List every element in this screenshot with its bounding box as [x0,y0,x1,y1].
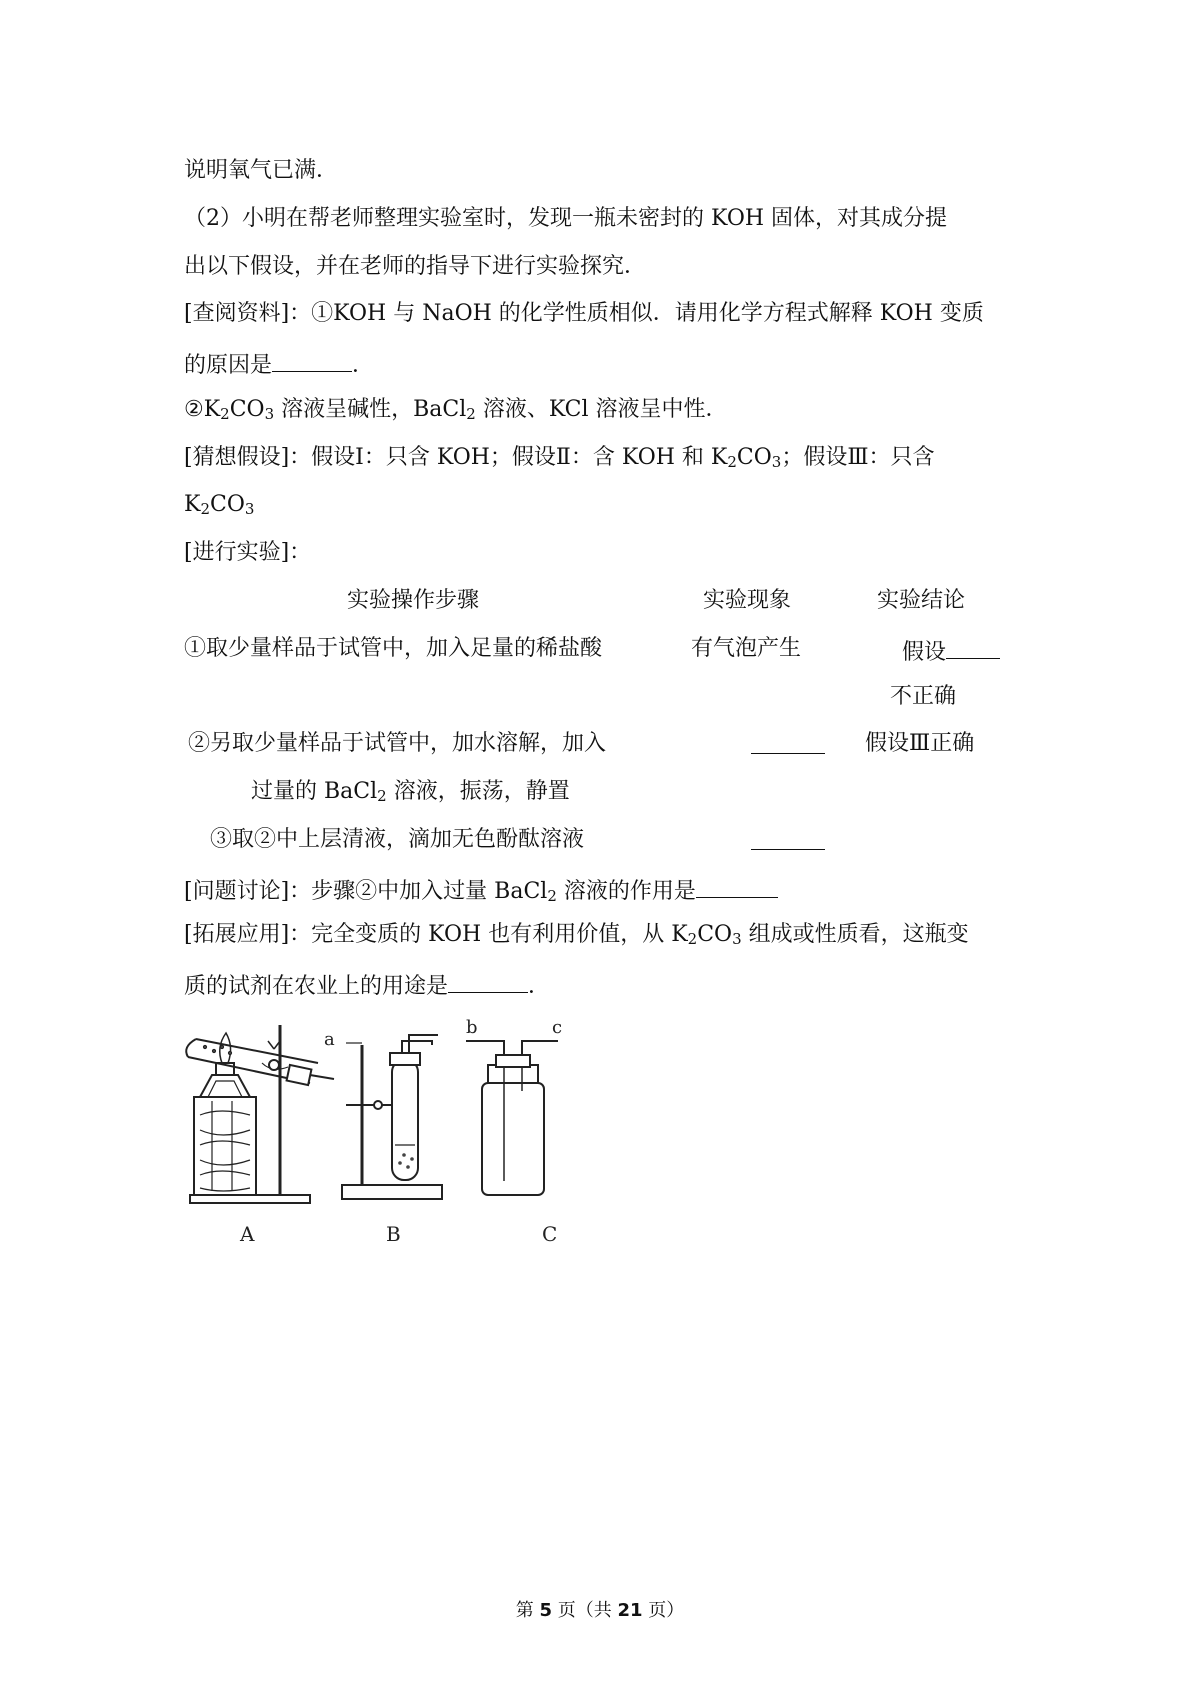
text-extension-2: 质的试剂在农业上的用途是 ． [184,974,551,999]
text-line-5: 的原因是 ． [184,353,375,378]
answer-blank [751,733,825,754]
text-line-2: （2）小明在帮老师整理实验室时，发现一瓶未密封的 KOH 固体，对其成分提 [184,206,948,231]
caption-B: B [386,1222,401,1245]
table-row1-conclusion: 假设 [902,638,1000,664]
page-footer: 第 5 页（共 21 页） [515,1600,685,1621]
caption-A: A [240,1222,255,1245]
answer-blank [946,638,1000,659]
table-row3-step: ③取②中上层清液，滴加无色酚酞溶液 [210,827,585,852]
text-extension: [拓展应用]：完全变质的 KOH 也有利用价值，从 $K_2CO_3$ 组成或性质看，这瓶变 [184,922,969,948]
table-header-conclusion: 实验结论 [877,588,966,613]
table-row3-phenomenon-blank [751,829,825,855]
answer-blank [696,877,778,898]
answer-blank [448,972,528,993]
caption-C: C [542,1222,558,1245]
answer-blank [751,829,825,850]
label-c: c [552,1017,563,1038]
label-b: b [466,1017,478,1038]
apparatus-figure [170,1005,610,1245]
text-line-1: 说明氧气已满． [184,158,339,183]
text-line-8: $K_2CO_3$ [184,492,255,518]
table-row2-step-2: 过量的 BaCl$_2$ 溶液，振荡，静置 [251,779,570,805]
table-row2-step: ②另取少量样品于试管中，加水溶解，加入 [188,731,607,756]
answer-blank [272,351,352,372]
table-header-phenomenon: 实验现象 [703,588,792,613]
label-a: a [324,1029,335,1050]
apparatus-A [186,1025,334,1203]
table-row1-phenomenon: 有气泡产生 [691,636,802,661]
text-line-6: $②K_2CO_3$ 溶液呈碱性，BaCl$_2$ 溶液、KCl 溶液呈中性． [184,397,728,423]
text-line-3: 出以下假设，并在老师的指导下进行实验探究． [184,254,647,279]
apparatus-C [466,1041,558,1195]
apparatus-B [342,1035,442,1199]
table-row2-conclusion: 假设Ⅲ正确 [865,731,975,756]
text-line-4: [查阅资料]：①KOH 与 NaOH 的化学性质相似．请用化学方程式解释 KOH 变质 [184,301,984,326]
text-line-9: [进行实验]： [184,540,312,565]
text-discussion: [问题讨论]：步骤②中加入过量 BaCl$_2$ 溶液的作用是 [184,877,778,903]
table-row2-phenomenon-blank [751,733,825,759]
page-total: 21 [617,1600,643,1621]
page-number: 5 [539,1600,552,1621]
table-header-step: 实验操作步骤 [347,588,480,613]
table-row1-step: ①取少量样品于试管中，加入足量的稀盐酸 [184,636,603,661]
table-row1-conclusion-2: 不正确 [890,684,957,709]
text-line-7: [猜想假设]：假设Ⅰ：只含 KOH；假设Ⅱ：含 KOH 和 $K_2CO_3$；假设Ⅲ：只含 [184,445,935,471]
